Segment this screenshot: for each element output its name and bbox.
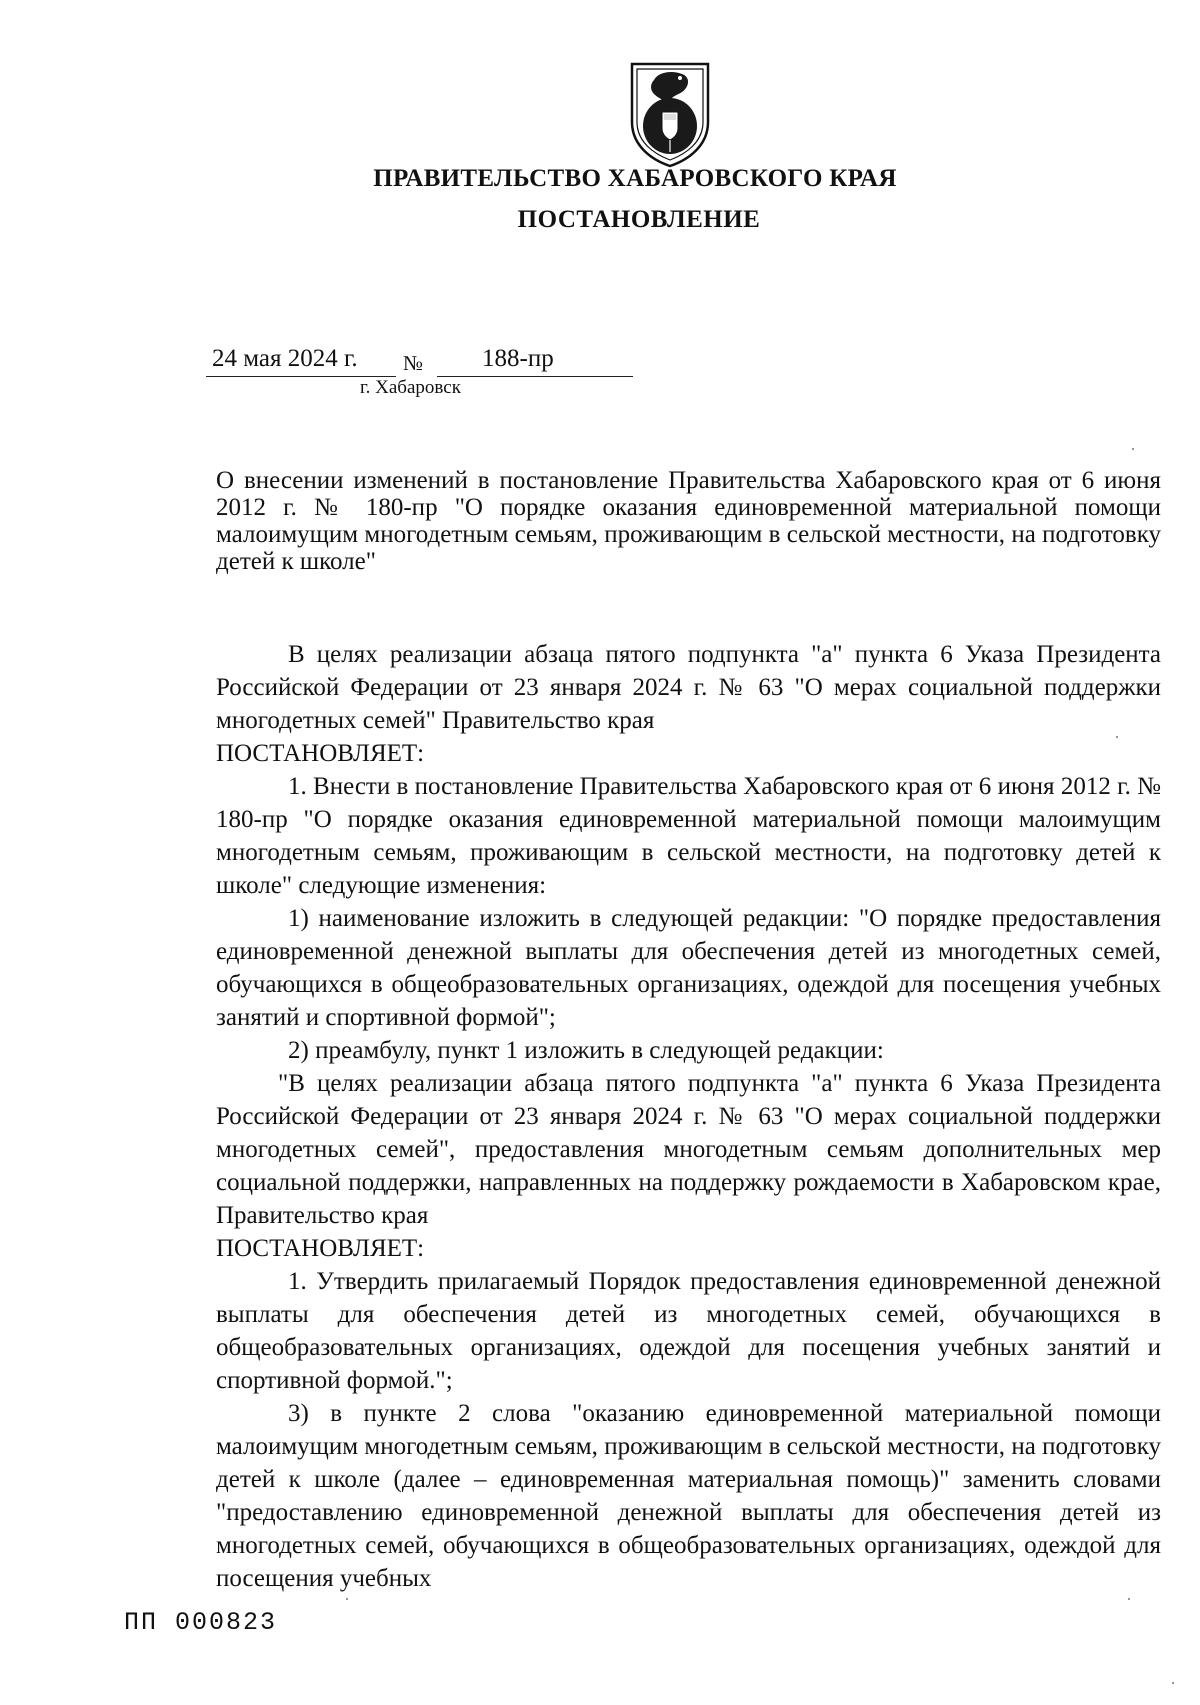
paragraph-resolves: ПОСТАНОВЛЯЕТ: — [216, 740, 425, 767]
scan-speck — [1132, 448, 1134, 450]
city-label: г. Хабаровск — [360, 377, 461, 398]
document-body — [216, 638, 1161, 1595]
scan-speck — [1128, 1598, 1130, 1600]
document-date: 24 мая 2024 г. — [212, 345, 358, 372]
paragraph-subitem-1: 1) наименование изложить в следующей редакции: "О порядке предоставления единовременной денежной выплаты для обеспечения детей из многодетных семей, обучающихся в общеобразовательных организациях, одеждой для посещения учебных занятий и спортивной формой"; — [216, 905, 1161, 1031]
form-serial-code: ПП 000823 — [124, 1608, 278, 1637]
document-subject: О внесении изменений в постановление Правительства Хабаровского края от 6 июня 2012 г. № 180-пр "О порядке оказания единовременной материальной помощи малоимущим многодетным семьям, проживающим в сельской местности, на подготовку детей к школе" — [216, 467, 1161, 575]
paragraph-preamble: В целях реализации абзаца пятого подпункта "а" пункта 6 Указа Президента Российской Федерации от 23 января 2024 г. № 63 "О мерах социальной поддержки многодетных семей" Правительство края — [216, 641, 1161, 734]
coat-of-arms-icon — [628, 60, 712, 168]
document-type-title: ПОСТАНОВЛЕНИЕ — [517, 206, 761, 233]
paragraph-subitem-3: 3) в пункте 2 слова "оказанию единовременной материальной помощи малоимущим многодетным семьям, проживающим в сельской местности, на подготовку детей к школе (далее – единовременная материальная помощь)" заменить словами "предоставлению единовременной денежной выплаты для обеспечения детей из многодетных семей, обучающихся в общеобразовательных организациях, одеждой для посещения учебных — [216, 1400, 1161, 1592]
number-sign: № — [403, 351, 424, 375]
number-underline — [437, 376, 633, 377]
paragraph-subitem-2: 2) преамбулу, пункт 1 изложить в следующей редакции: — [288, 1037, 884, 1064]
paragraph-quoted-item-1: 1. Утвердить прилагаемый Порядок предоставления единовременной денежной выплаты для обеспечения детей из многодетных семей, обучающихся в общеобразовательных организациях, одеждой для посещения учебных занятий и спортивной формой."; — [216, 1268, 1161, 1394]
paragraph-item-1: 1. Внести в постановление Правительства Хабаровского края от 6 июня 2012 г. № 180-пр "О порядке оказания единовременной материальной помощи малоимущим многодетным семьям, проживающим в сельской местности, на подготовку детей к школе" следующие изменения: — [216, 773, 1161, 899]
government-title: ПРАВИТЕЛЬСТВО ХАБАРОВСКОГО КРАЯ — [373, 165, 897, 192]
paragraph-quoted-preamble: "В целях реализации абзаца пятого подпункта "а" пункта 6 Указа Президента Российской Федерации от 23 января 2024 г. № 63 "О мерах социальной поддержки многодетных семей", предоставления многодетным семьям дополнительных мер социальной поддержки, направленных на поддержку рождаемости в Хабаровском крае, Правительство края — [216, 1070, 1161, 1229]
paragraph-quoted-resolves: ПОСТАНОВЛЯЕТ: — [216, 1235, 425, 1262]
document-number: 188-пр — [482, 345, 554, 372]
scan-speck — [1172, 1682, 1174, 1684]
scan-speck — [346, 1598, 348, 1600]
scan-speck — [1116, 736, 1118, 738]
